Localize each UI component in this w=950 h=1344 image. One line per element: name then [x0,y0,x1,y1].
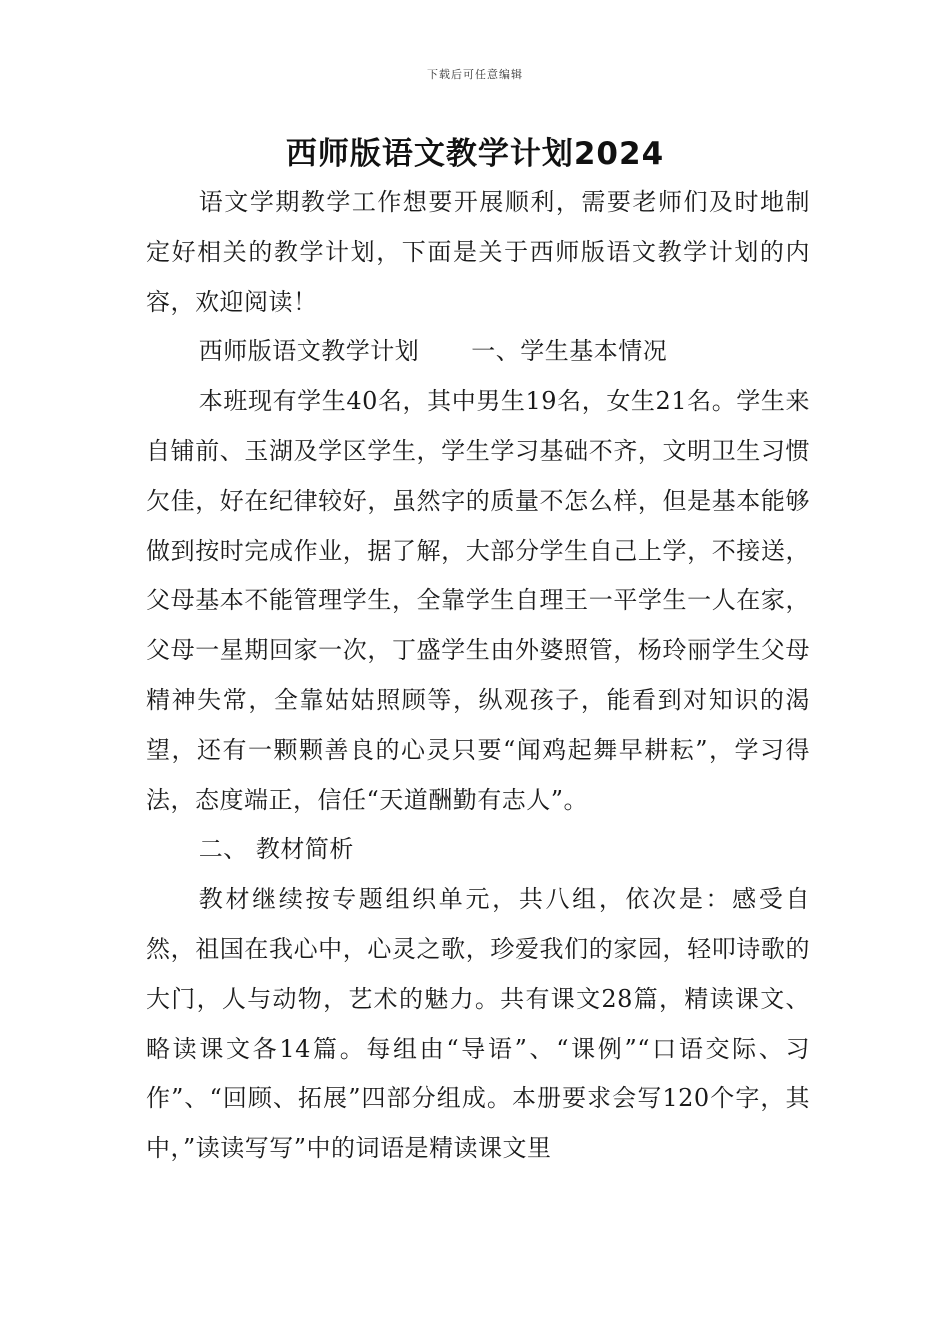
section-1-heading: 一、学生基本情况 [471,337,668,366]
section-2-heading: 二、 教材简析 [198,835,354,864]
section-prefix: 西师版语文教学计划 [198,337,420,366]
section-1-heading-line [146,327,810,377]
textbook-paragraph: 教材继续按专题组织单元，共八组，依次是：感受自然，祖国在我心中，心灵之歌，珍爱我们的家园，轻叩诗歌的大门，人与动物，艺术的魅力。共有课文28篇，精读课文、略读课文各14篇。每组由“导语”、“课例”“口语交际、习作”、“回顾、拓展”四部分组成。本册要求会写120个字，其中，”读读写写”中的词语是精读课文里 [146,885,810,1163]
document-body [146,178,810,1174]
document-title: 西师版语文教学计划2024 [285,136,665,172]
students-paragraph: 本班现有学生40名，其中男生19名，女生21名。学生来自铺前、玉湖及学区学生，学生学习基础不齐，文明卫生习惯欠佳，好在纪律较好，虽然字的质量不怎么样，但是基本能够做到按时完成作业，据了解，大部分学生自己上学，不接送，父母基本不能管理学生，全靠学生自理王一平学生一人在家，父母一星期回家一次，丁盛学生由外婆照管，杨玲丽学生父母精神失常，全靠姑姑照顾等，纵观孩子，能看到对知识的渴望，还有一颗颗善良的心灵只要“闻鸡起舞早耕耘”，学习得法，态度端正，信任“天道酬勤有志人”。 [146,387,810,814]
header-note: 下载后可任意编辑 [427,68,523,81]
intro-paragraph: 语文学期教学工作想要开展顺利，需要老师们及时地制定好相关的教学计划，下面是关于西师版语文教学计划的内容，欢迎阅读！ [146,188,810,316]
